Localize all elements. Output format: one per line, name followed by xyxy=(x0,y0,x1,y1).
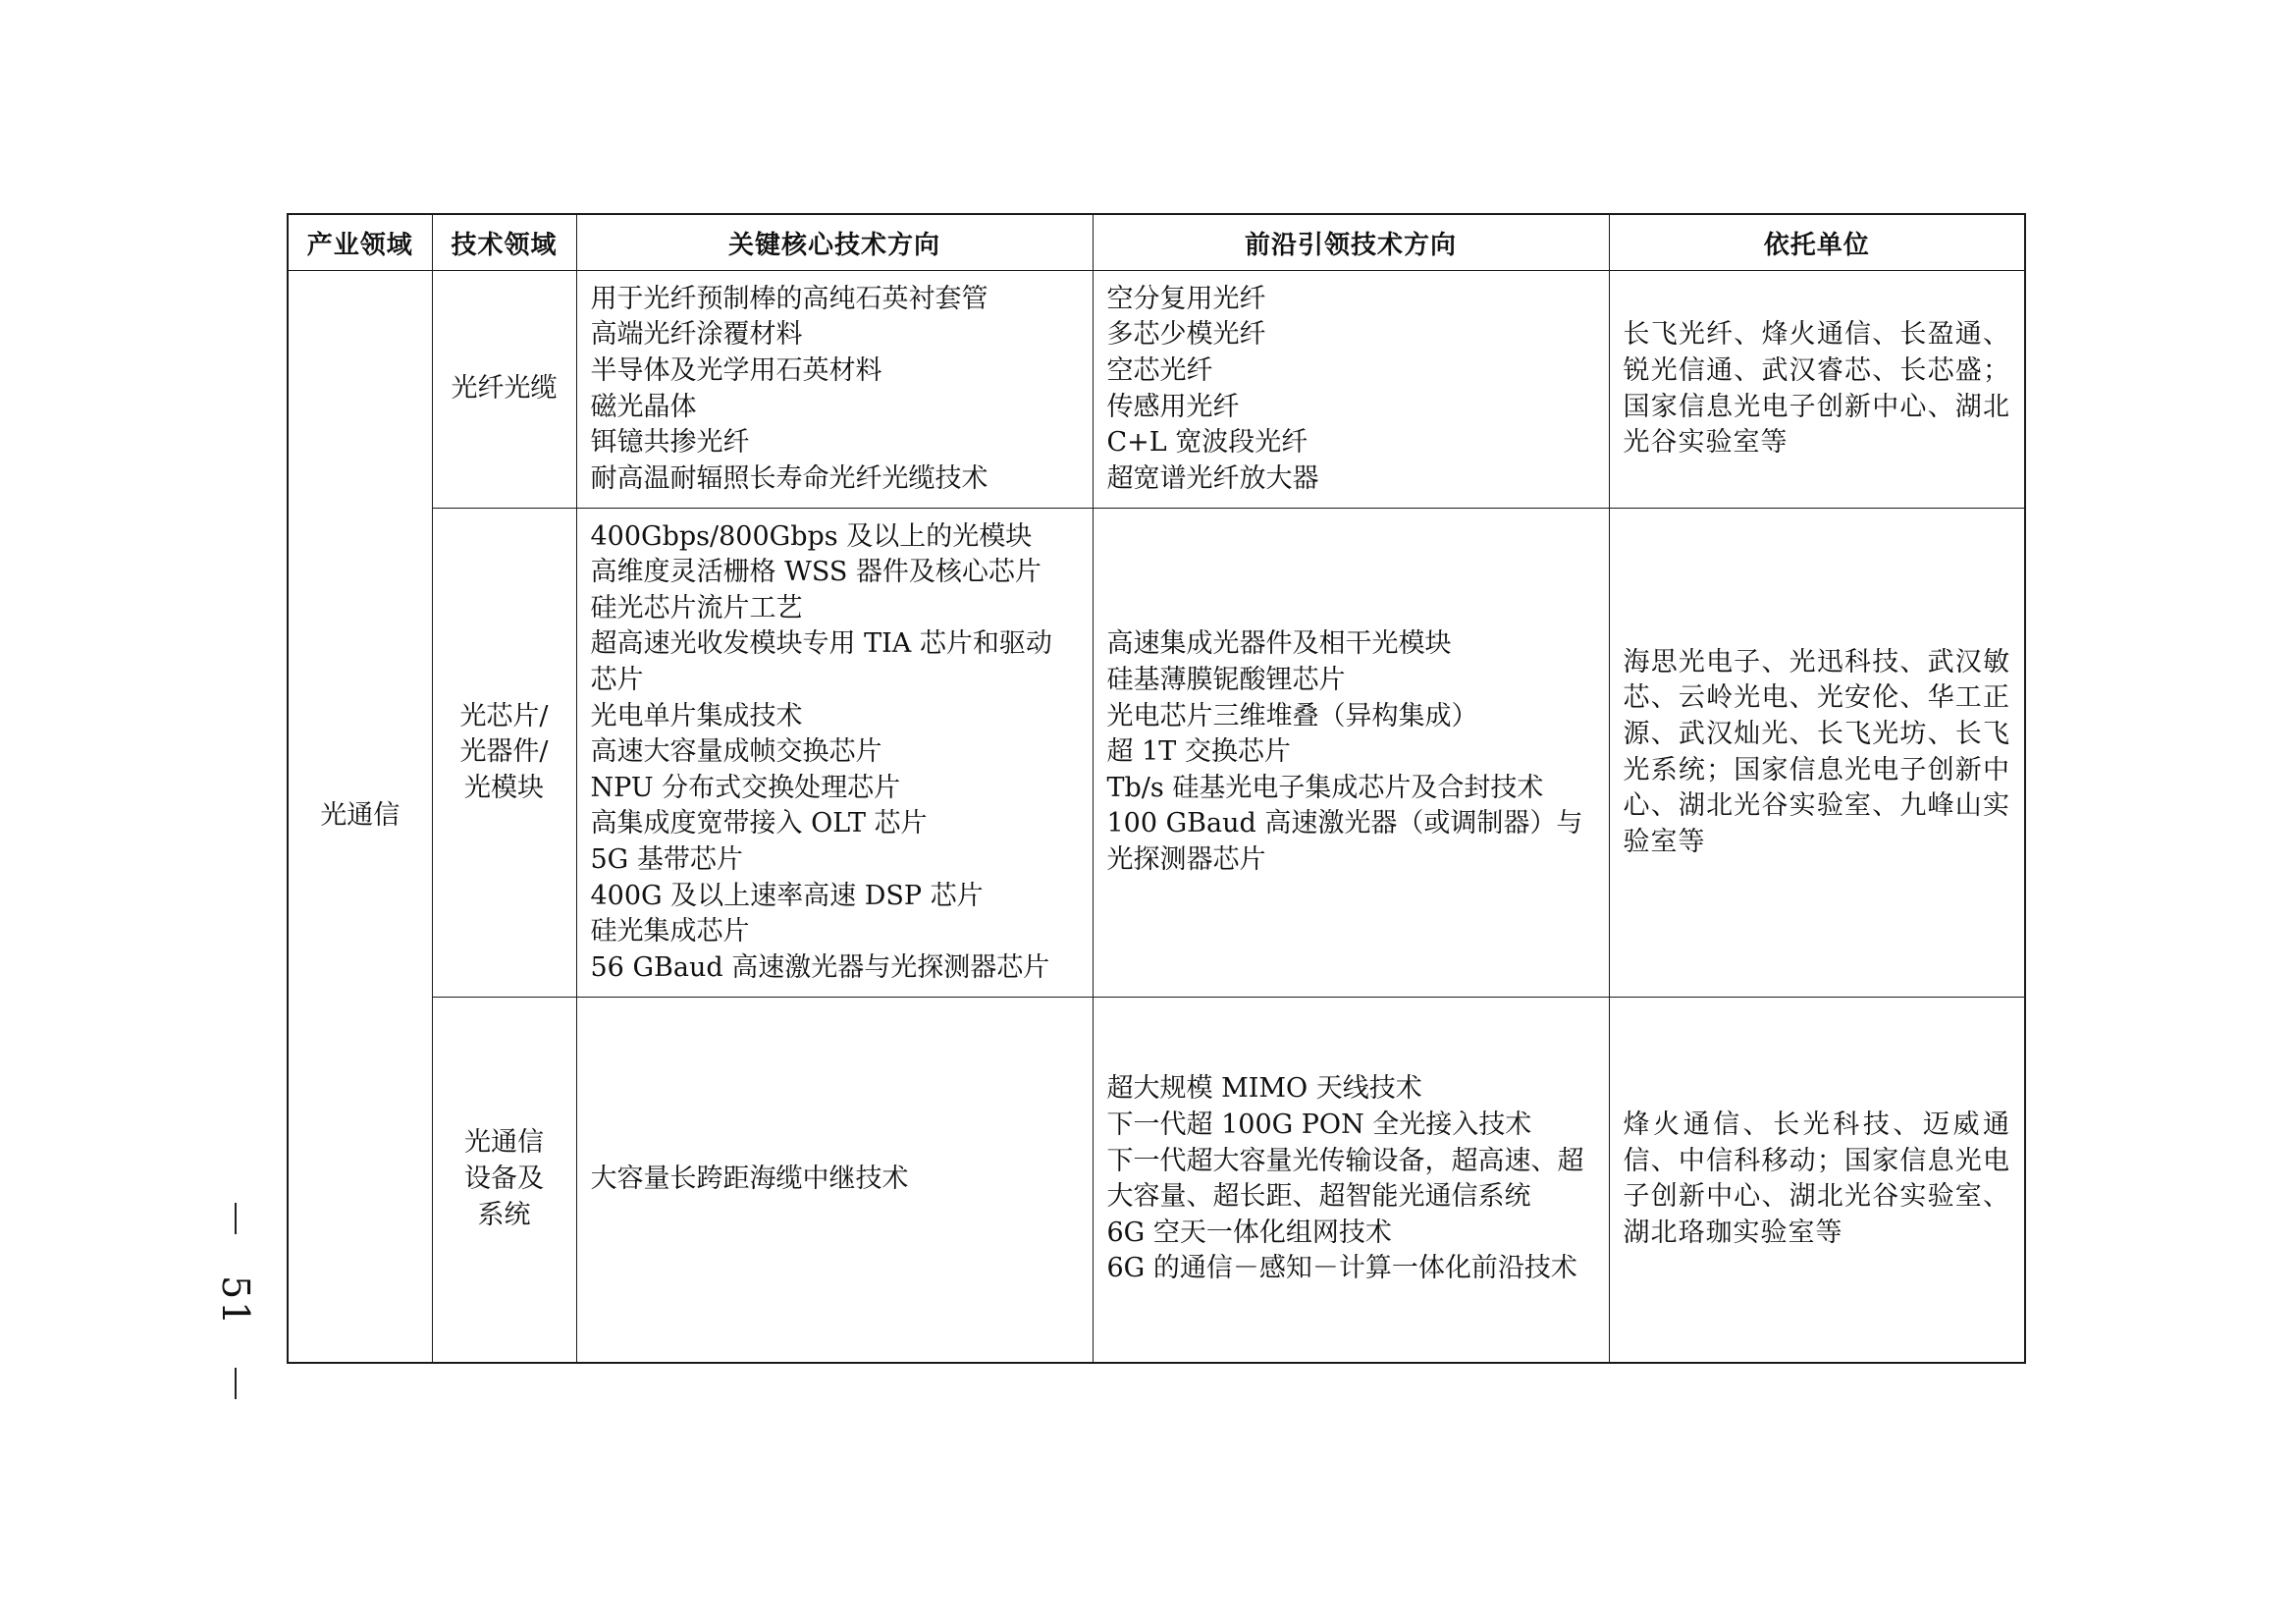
frontier-tech-cell xyxy=(1093,509,1609,998)
tech-field-line: 系统 xyxy=(477,1199,531,1230)
frontier-tech-item: 多芯少模光纤 xyxy=(1106,319,1266,351)
header-frontier-tech: 前沿引领技术方向 xyxy=(1093,214,1609,271)
frontier-tech-item: 硅基薄膜铌酸锂芯片 xyxy=(1106,665,1346,696)
core-tech-item: 磁光晶体 xyxy=(590,391,697,422)
frontier-tech-item: 空分复用光纤 xyxy=(1106,283,1266,314)
core-tech-item: 400Gbps/800Gbps 及以上的光模块 xyxy=(590,520,1033,552)
technology-table xyxy=(287,213,2026,1364)
core-tech-item: 铒镱共掺光纤 xyxy=(590,427,750,459)
frontier-tech-item: 6G 空天一体化组网技术 xyxy=(1106,1217,1392,1248)
industry-cell: 光通信 xyxy=(288,271,432,1363)
frontier-tech-item: 空芯光纤 xyxy=(1106,354,1213,386)
table-row xyxy=(288,271,2025,509)
core-tech-item: 硅光芯片流片工艺 xyxy=(590,592,803,623)
page-number-value: 51 xyxy=(214,1274,257,1327)
page-number xyxy=(196,1203,275,1399)
core-tech-item: 用于光纤预制棒的高纯石英衬套管 xyxy=(590,283,988,314)
core-tech-cell xyxy=(576,998,1093,1363)
units-cell: 海思光电子、光迅科技、武汉敏芯、云岭光电、光安伦、华工正源、武汉灿光、长飞光坊、长飞光系统；国家信息光电子创新中心、湖北光谷实验室、九峰山实验室等 xyxy=(1609,509,2025,998)
frontier-tech-item: 传感用光纤 xyxy=(1106,391,1240,422)
header-industry: 产业领域 xyxy=(288,214,432,271)
frontier-tech-item: 6G 的通信－感知－计算一体化前沿技术 xyxy=(1106,1253,1577,1284)
frontier-tech-item: 下一代超 100G PON 全光接入技术 xyxy=(1106,1110,1532,1141)
tech-field-line: 光芯片/ xyxy=(459,700,549,731)
frontier-tech-item: 下一代超大容量光传输设备，超高速、超大容量、超长距、超智能光通信系统 xyxy=(1106,1145,1584,1213)
core-tech-item: 高维度灵活栅格 WSS 器件及核心芯片 xyxy=(590,557,1041,588)
core-tech-item: 半导体及光学用石英材料 xyxy=(590,354,882,386)
tech-field-line: 光通信 xyxy=(464,1127,544,1159)
frontier-tech-item: 100 GBaud 高速激光器（或调制器）与光探测器芯片 xyxy=(1106,808,1583,875)
core-tech-cell xyxy=(576,271,1093,509)
frontier-tech-cell xyxy=(1093,271,1609,509)
frontier-tech-cell xyxy=(1093,998,1609,1363)
core-tech-cell xyxy=(576,509,1093,998)
core-tech-item: 400G 及以上速率高速 DSP 芯片 xyxy=(590,880,984,911)
tech-field-cell xyxy=(432,509,576,998)
tech-field-line: 光模块 xyxy=(464,772,544,803)
header-tech-field: 技术领域 xyxy=(432,214,576,271)
header-core-tech: 关键核心技术方向 xyxy=(576,214,1093,271)
core-tech-item: 5G 基带芯片 xyxy=(590,843,743,875)
core-tech-item: 高速大容量成帧交换芯片 xyxy=(590,736,882,768)
core-tech-item: 高集成度宽带接入 OLT 芯片 xyxy=(590,808,928,839)
frontier-tech-item: Tb/s 硅基光电子集成芯片及合封技术 xyxy=(1106,772,1544,803)
units-cell: 烽火通信、长光科技、迈威通信、中信科移动；国家信息光电子创新中心、湖北光谷实验室、湖北珞珈实验室等 xyxy=(1609,998,2025,1363)
tech-field-line: 光纤光缆 xyxy=(451,373,558,405)
core-tech-item: 高端光纤涂覆材料 xyxy=(590,319,803,351)
tech-field-line: 光器件/ xyxy=(459,736,549,768)
table-row xyxy=(288,998,2025,1363)
units-cell: 长飞光纤、烽火通信、长盈通、锐光信通、武汉睿芯、长芯盛；国家信息光电子创新中心、湖北光谷实验室等 xyxy=(1609,271,2025,509)
frontier-tech-item: 超 1T 交换芯片 xyxy=(1106,736,1291,768)
table-row xyxy=(288,509,2025,998)
frontier-tech-item: C+L 宽波段光纤 xyxy=(1106,427,1308,459)
tech-field-cell xyxy=(432,998,576,1363)
core-tech-item: 大容量长跨距海缆中继技术 xyxy=(590,1163,909,1194)
frontier-tech-item: 高速集成光器件及相干光模块 xyxy=(1106,628,1452,660)
header-units: 依托单位 xyxy=(1609,214,2025,271)
frontier-tech-item: 光电芯片三维堆叠（异构集成） xyxy=(1106,700,1478,731)
core-tech-item: 光电单片集成技术 xyxy=(590,700,803,731)
frontier-tech-item: 超大规模 MIMO 天线技术 xyxy=(1106,1073,1422,1105)
core-tech-item: 耐高温耐辐照长寿命光纤光缆技术 xyxy=(590,462,988,494)
core-tech-item: 超高速光收发模块专用 TIA 芯片和驱动芯片 xyxy=(590,628,1052,696)
core-tech-item: NPU 分布式交换处理芯片 xyxy=(590,772,901,803)
tech-field-cell xyxy=(432,271,576,509)
core-tech-item: 硅光集成芯片 xyxy=(590,916,750,947)
tech-field-line: 设备及 xyxy=(464,1163,544,1194)
page-number-dash xyxy=(235,1368,237,1399)
frontier-tech-item: 超宽谱光纤放大器 xyxy=(1106,462,1319,494)
table-header-row xyxy=(288,214,2025,271)
page-number-dash xyxy=(235,1203,237,1234)
core-tech-item: 56 GBaud 高速激光器与光探测器芯片 xyxy=(590,951,1050,983)
